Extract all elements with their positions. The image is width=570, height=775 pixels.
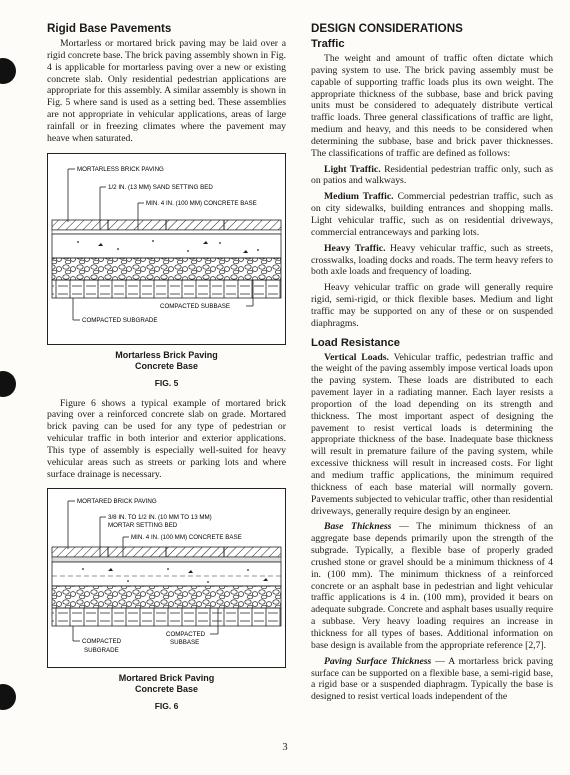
fig5-label-concrete-base: MIN. 4 IN. (100 MM) CONCRETE BASE [146,199,257,207]
text-paving-surface-thickness: — A mortarless brick paving surface can be supported on a flexible base, a semi-rigid base, a rigid base or a suspended diaphragm. Typically the base is designed to resist vertical loads independent of the [311,655,553,703]
fig5-label-brick-paving: MORTARLESS BRICK PAVING [77,165,164,173]
fig6-concrete-base [52,562,281,586]
fig6-label-concrete-base: MIN. 4 IN. (100 MM) CONCRETE BASE [131,533,242,541]
fig5-label-subbase: COMPACTED SUBBASE [160,302,231,310]
paragraph-heavy-traffic [311,243,553,279]
fig5-caption [47,350,286,372]
fig6-diagram [48,489,285,667]
fig5-diagram [48,154,285,344]
fig6-label-brick-paving: MORTARED BRICK PAVING [77,497,157,505]
fig5-concrete-base [52,234,281,258]
fig5-subgrade [52,280,281,298]
fig5-sand-bed [52,230,281,234]
paragraph-medium-traffic [311,191,553,238]
fig6-caption-line1: Mortared Brick Paving [118,672,215,683]
text-heavy-traffic: Heavy vehicular traffic, such as streets, crosswalks, loading docks and roads. The term heavy refers to both axle loads and frequency of loading. [311,242,553,278]
fig6-label-subgrade-2: SUBGRADE [84,646,119,654]
right-column [311,22,553,703]
fig6-subgrade [52,608,281,626]
term-heavy-traffic: Heavy Traffic. [324,242,386,254]
fig6-label-subgrade-1: COMPACTED [82,637,122,645]
fig6-label-subbase-2: SUBBASE [170,638,200,646]
fig6-gravel-subbase [52,586,281,608]
fig5-label-subgrade: COMPACTED SUBGRADE [82,316,158,324]
fig5-label-sand-bed: 1/2 IN. (13 MM) SAND SETTING BED [108,183,213,191]
page-number: 3 [282,742,288,753]
paragraph-paving-surface-thickness [311,656,553,703]
term-medium-traffic: Medium Traffic. [324,191,394,203]
term-vertical-loads: Vertical Loads. [324,351,389,363]
paragraph-heavy-on-grade: Heavy vehicular traffic on grade will generally require rigid, semi-rigid, or thick flexible bases. Medium and light traffic may be supported on any of these or on suspended diaphragms. [311,282,553,329]
fig6-label-subbase-1: COMPACTED [166,630,206,638]
fig5-gravel-subbase [52,258,281,280]
figure-5 [47,153,286,345]
fig5-number: FIG. 5 [154,377,179,388]
fig5-caption-line2: Concrete Base [134,360,199,371]
term-paving-surface-thickness: Paving Surface Thickness [324,655,432,667]
paragraph-vertical-loads [311,352,553,518]
paragraph-rigid-base: Mortarless or mortared brick paving may be laid over a rigid concrete base. The brick paving assembly shown in Fig. 4 is applicable for mortarless paving over a new or existing concrete slab. Only residential pedestrian applications are appropriate for this assembly. A similar assembly is shown in Fig. 5 where sand is used as a setting bed. These assemblies are not appropriate in vehicular applications, areas of large rainfall or in freezing climates where the pavement may heave when saturated. [47,38,286,144]
fig6-caption [47,673,286,695]
paragraph-traffic-intro: The weight and amount of traffic often dictate which paving system to use. The brick paving assembly must be capable of supporting traffic loads plus its own weight. The appropriate thickness of the subbase, base and brick paving units must be considered to adequately distribute vertical traffic loads. Three general classifications of traffic are light, medium and heavy, and this needs to be considered when determining the subbase, base and brick paver thicknesses. The classifications of traffic are defined as follows: [311,53,553,159]
fig6-number: FIG. 6 [154,700,179,711]
subheading-traffic: Traffic [311,38,345,50]
fig6-caption-line2: Concrete Base [134,683,199,694]
section-heading-rigid-base: Rigid Base Pavements [47,22,172,35]
fig5-caption-line1: Mortarless Brick Paving [115,349,218,360]
subheading-load-resistance: Load Resistance [311,336,400,349]
left-column [47,22,286,711]
paragraph-base-thickness [311,521,553,651]
term-light-traffic: Light Traffic. [324,163,381,175]
text-light-traffic: Residential pedestrian traffic only, such as on patios and walkways. [311,163,553,187]
term-base-thickness: Base Thickness [324,521,392,533]
text-vertical-loads: Vehicular traffic, pedestrian traffic and the weight of the paving assembly impose vertical loads upon the paving system. These loads are distributed to each pavement layer in a radiating manner. Each layer resists a proportion of the load depending on its strength and thickness. The most important aspect of designing the pavement to resist vertical loads is determining the appropriate thickness of the base. Inadequate base thickness will result in premature failure of the paving system, while excessive thickness will result in increased costs. For light and medium traffic applications, the minimum required thickness of each base material will normally govern. Pavements subjected to vehicular traffic, other than residential driveways, generally require design by an engineer. [311,351,553,517]
text-medium-traffic: Commercial pedestrian traffic, such as on city sidewalks, building entrances and shopping malls. Light vehicular traffic, such as on residential driveways, commercial entranceways and parking lots. [311,191,553,238]
binder-hole-bottom [0,684,16,710]
paragraph-light-traffic [311,164,553,188]
binder-hole-top [0,58,16,84]
binder-hole-middle [0,371,16,397]
figure-6 [47,488,286,668]
text-base-thickness: — The minimum thickness of an aggregate base depends primarily upon the strength of the subgrade. Typically, a flexible base of properly graded crushed stone or gravel should be a minimum thickness of 4 in. (100 mm). The minimum thickness of a reinforced concrete or an asphalt base in pedestrian and light vehicular traffic applications is 4 in. (100 mm), provided it bears on adequate subgrade. Concrete and asphalt bases usually require a subbase. Very heavy loading requires an increase in thickness for all types of bases. Additional information on base design is available from the appropriate reference [2,7]. [311,521,553,651]
section-heading-design-considerations: DESIGN CONSIDERATIONS [311,22,463,35]
fig6-label-mortar-thickness: 3/8 IN. TO 1/2 IN. (10 MM TO 13 MM) [108,513,212,521]
fig6-mortar-bed [52,557,281,562]
fig6-label-mortar-bed: MORTAR SETTING BED [108,521,178,529]
paragraph-figure6: Figure 6 shows a typical example of mortared brick paving over a reinforced concrete slab on grade. Mortared brick paving can be used for any type of pedestrian or vehicular traffic in both interior and exterior applications. This type of assembly is especially well-suited for heavy vehicular areas such as streets or parking lots and where surface drainage is necessary. [47,397,286,480]
